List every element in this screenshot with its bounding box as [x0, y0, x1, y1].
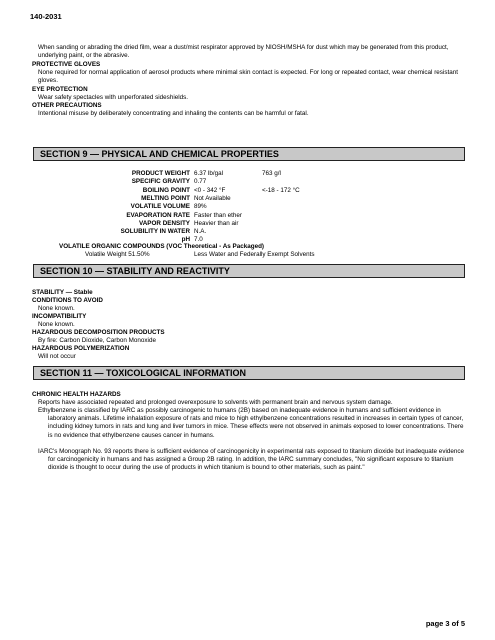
sanding-note: When sanding or abrading the dried film, wear a dust/mist respirator approved by NIOSH/MSHA for dust which may be generated from this product, underlying paint, or the abrasive.	[38, 44, 449, 60]
voc-weight: Volatile Weight 51.50%	[85, 251, 150, 258]
hazardous-decomposition-heading: HAZARDOUS DECOMPOSITION PRODUCTS	[32, 329, 165, 336]
voc-note: Less Water and Federally Exempt Solvents	[194, 251, 315, 258]
hazardous-polymerization-heading: HAZARDOUS POLYMERIZATION	[32, 345, 130, 352]
hazardous-polymerization-text: Will not occur	[38, 353, 76, 360]
property-label: SPECIFIC GRAVITY	[131, 178, 190, 186]
property-value-metric: 763 g/l	[262, 170, 281, 177]
property-value: 7.0	[194, 236, 203, 244]
chronic-health-heading: CHRONIC HEALTH HAZARDS	[32, 391, 121, 398]
section-9-header: SECTION 9 — PHYSICAL AND CHEMICAL PROPERTIES	[33, 147, 465, 161]
property-label: VAPOR DENSITY	[139, 219, 190, 227]
incompatibility-text: None known.	[38, 321, 75, 328]
conditions-text: None known.	[38, 305, 75, 312]
other-precautions-text: Intentional misuse by deliberately concentrating and inhaling the contents can be harmful or fatal.	[38, 110, 309, 117]
chronic-para-3: IARC's Monograph No. 93 reports there is sufficient evidence of carcinogenicity in experimental rats exposed to titanium dioxide but inadequate evidence for carcinogenicity in humans and has assigned a Group 2B rating. In addition, the IARC summary concludes, "No significant exposure to titanium dioxide is thought to occur during the use of products in which titanium is bound to other materials, such as paint."	[38, 448, 465, 472]
section-10-header: SECTION 10 — STABILITY AND REACTIVITY	[33, 264, 465, 278]
property-label: VOLATILE VOLUME	[130, 203, 190, 211]
voc-heading: VOLATILE ORGANIC COMPOUNDS (VOC Theoretical - As Packaged)	[59, 243, 265, 250]
protective-gloves-text: None required for normal application of aerosol products where minimal skin contact is expected. For long or repeated contact, wear chemical resistant gloves.	[38, 69, 459, 85]
property-label: EVAPORATION RATE	[126, 211, 190, 219]
property-value: Faster than ether	[194, 211, 242, 219]
property-label: PRODUCT WEIGHT	[131, 170, 190, 177]
chronic-para-2: Ethylbenzene is classified by IARC as possibly carcinogenic to humans (2B) based on inadequate evidence in humans and sufficient evidence in laboratory animals. Lifetime inhalation exposure of rats and mice to high ethylbenzene concentrations resulted in increases in certain types of cancer, including kidney tumors in rats and lung and liver tumors in mice. These effects were not observed in animals exposed to lower concentrations. There is no evidence that ethylbenzene causes cancer in humans.	[38, 407, 464, 439]
incompatibility-heading: INCOMPATIBILITY	[32, 313, 87, 320]
document-id: 140-2031	[30, 12, 62, 21]
chronic-para-2-wrap	[38, 407, 468, 440]
eye-protection-heading: EYE PROTECTION	[32, 86, 88, 93]
eye-protection-text: Wear safety spectacles with unperforated sideshields.	[38, 94, 189, 101]
property-value: Heavier than air	[194, 219, 239, 227]
section-11-header: SECTION 11 — TOXICOLOGICAL INFORMATION	[33, 366, 465, 380]
page-number: page 3 of 5	[425, 619, 465, 628]
property-value: 0.77	[194, 178, 207, 186]
conditions-heading: CONDITIONS TO AVOID	[32, 297, 103, 304]
protective-gloves-heading: PROTECTIVE GLOVES	[32, 61, 101, 68]
property-value: 6.37 lb/gal	[194, 170, 224, 177]
property-value: <0 - 342 °F	[194, 186, 226, 194]
property-label: BOILING POINT	[142, 186, 190, 194]
property-label: SOLUBILITY IN WATER	[120, 228, 190, 236]
chronic-para-1: Reports have associated repeated and prolonged overexposure to solvents with permanent brain and nervous system damage.	[38, 399, 393, 406]
property-value-metric: <-18 - 172 °C	[262, 186, 300, 194]
hazardous-decomposition-text: By fire: Carbon Dioxide, Carbon Monoxide	[38, 337, 156, 344]
property-label: pH	[181, 236, 190, 244]
chronic-para-3-wrap	[38, 448, 468, 473]
property-value: N.A.	[194, 228, 207, 236]
stability-heading: STABILITY — Stable	[32, 289, 93, 296]
other-precautions-heading: OTHER PRECAUTIONS	[32, 102, 102, 109]
property-label: MELTING POINT	[141, 194, 190, 202]
property-value: 89%	[194, 203, 207, 211]
property-value: Not Available	[194, 194, 231, 202]
